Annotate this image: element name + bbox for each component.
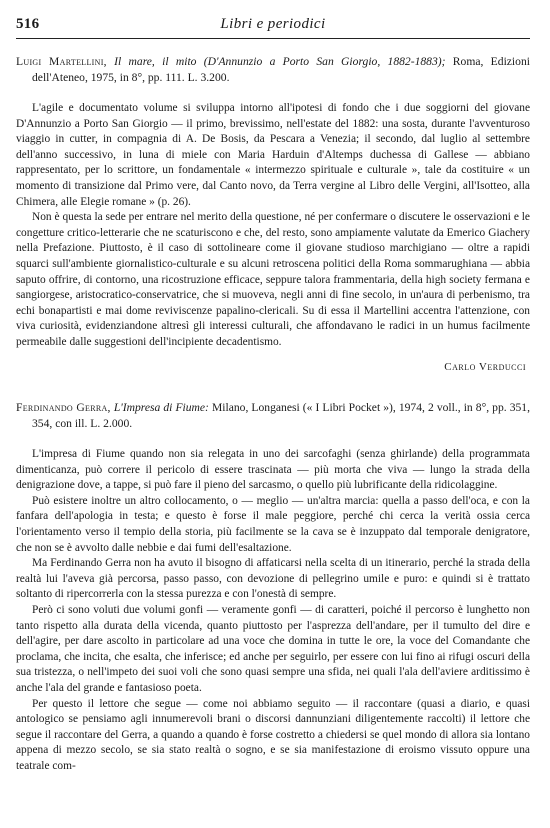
review-1-paragraph: L'agile e documentato volume si sviluppa intorno all'ipotesi di fondo che i due soggiorni del giovane D'Annunzio a Porto San Giorgio — il primo, brevissimo, nell'estate del 1882: una sosta, durante l'avventuroso viaggio in cutter, in compagnia di A. De Bosis, da Pescara a Venezia; il secondo, dal luglio al settembre dell'anno successivo, in luna di miele con Maria Harduin d'Altemps duchessa di Gallese — abbiano rappresentato, per lo scrittore, un fondamentale « intermezzo spirituale e culturale », tale da costituire « un momento di transizione dal Primo vere, dal Canto novo, da Terra vergine al Libro delle Vergini, all'Isotteo, alla Chimera, alle Elegie romane » (p. 26). — [16, 102, 530, 208]
running-title: Libri e periodici — [220, 16, 326, 32]
running-header — [16, 16, 530, 36]
review-2-citation — [16, 400, 530, 431]
review-2-paragraph: Però ci sono voluti due volumi gonfi — veramente gonfi — di caratteri, poiché il percorso è lunghetto non tanto rispetto alla durata della vicenda, quanto piuttosto per l'asprezza dell'andare, per il tumulto del dire e dell'agire, per dare ascolto in particolare ad una voce che domina in tutte le ore, la voce del Comandante che proclama, che incita, che esalta, che inferisce; ed anche per seguirlo, per essere con lui fino ai rifugi oscuri della sua tristezza, o nell'impeto dei suoi voli che sono quasi sempre una sfida, nei quali l'ala dell'aviere arditissimo è anche l'ala del grande e fantasioso poeta. — [16, 603, 530, 694]
review-1-publisher: Roma, Edizioni dell'Ateneo, 1975, in 8°, pp. 111. L. 3.200. — [32, 55, 530, 84]
page-number: 516 — [16, 16, 40, 32]
review-1-title: Il mare, il mito (D'Annunzio a Porto San Giorgio, 1882-1883); — [114, 55, 446, 68]
review-2-paragraph: Per questo il lettore che segue — come noi abbiamo seguito — il raccontare (quasi a diario, e quasi antologico se pensiamo agli innumerevoli brani o discorsi dannunziani diligentemente raccolti) il lettore che segue il raccontare del Gerra, a quando a quando è forse costretto a chiedersi se quel mondo di allora sia lontano appena di mezzo secolo, se sia stato realtà o sogno, e se sia manifestazione di eroismo vissuto oppure una teatrale com- — [16, 697, 530, 772]
review-2 — [16, 400, 530, 774]
review-1-author: Luigi Martellini, — [16, 55, 107, 68]
review-1-signature: Carlo Verducci — [444, 360, 526, 373]
review-2-paragraph: L'impresa di Fiume quando non sia relegata in uno dei sarcofaghi (senza ghirlande) della programmata dimenticanza, può correre il pericolo di essere trascinata — più morta che viva — lungo la strada della denigrazione dove, a tappe, si può fare il pieno del sarcasmo, o quello più lubrificante della ridicolaggine. — [16, 448, 530, 492]
review-1-citation — [16, 54, 530, 85]
review-2-title: L'Impresa di Fiume: — [113, 401, 209, 414]
review-2-paragraph: Può esistere inoltre un altro collocamento, o — meglio — un'altra marcia: quella a passo dell'oca, e con la fanfara dell'apologia in testa; e questo è forse il male peggiore, perché chi cerca la verità ossia cerca l'orientamento verso il tempio della storia, più facilmente se la cava se è inzuppato dal temporale denigratore, che non se è avvolto dalle nebbie e dai fumi dell'esaltazione. — [16, 494, 530, 554]
review-1 — [16, 54, 530, 373]
review-2-paragraph: Ma Ferdinando Gerra non ha avuto il bisogno di affaticarsi nella scelta di un itinerario, perché la strada della realtà lui l'aveva già percorsa, passo passo, con devozione di pellegrino umile e puro: e quindi si è trattato soltanto di ripercorrerla con la stessa purezza e con l'onestà di sempre. — [16, 557, 530, 601]
review-2-author: Ferdinando Gerra, — [16, 401, 111, 414]
review-1-paragraph: Non è questa la sede per entrare nel merito della questione, né per confermare o discutere le osservazioni e le congetture critico-letterarie che ne scaturiscono e che, del resto, sono ampiamente valutate da Emerico Giachery nella Prefazione. Piuttosto, è il caso di sottolineare come il giovane studioso marchigiano — oltre a rapidi squarci sull'ambiente giornalistico-culturale e su alcuni retroscena politici della Roma sommarughiana — abbia saputo offrire, di contorno, una ricostruzione efficace, seppure talora frammentaria, della high society fermana e sangiorgese, aristocratico-conservatrice, che si muoveva, negli anni di fine secolo, in un'aura di perbenismo, tra echi bonapartisti e mai dome reviviscenze papalino-clericali. Su di essa il Martellini accentra l'attenzione, con viva curiosità, evidenziandone altresì gli interessi culturali, che affondavano le radici in un humus facilmente permeabile dalle suggestioni dell'incipiente decadentismo. — [16, 211, 530, 348]
header-rule — [16, 38, 530, 39]
review-2-publisher: Milano, Longanesi (« I Libri Pocket »), 1974, 2 voll., in 8°, pp. 351, 354, con ill. L. 2.000. — [32, 401, 530, 430]
